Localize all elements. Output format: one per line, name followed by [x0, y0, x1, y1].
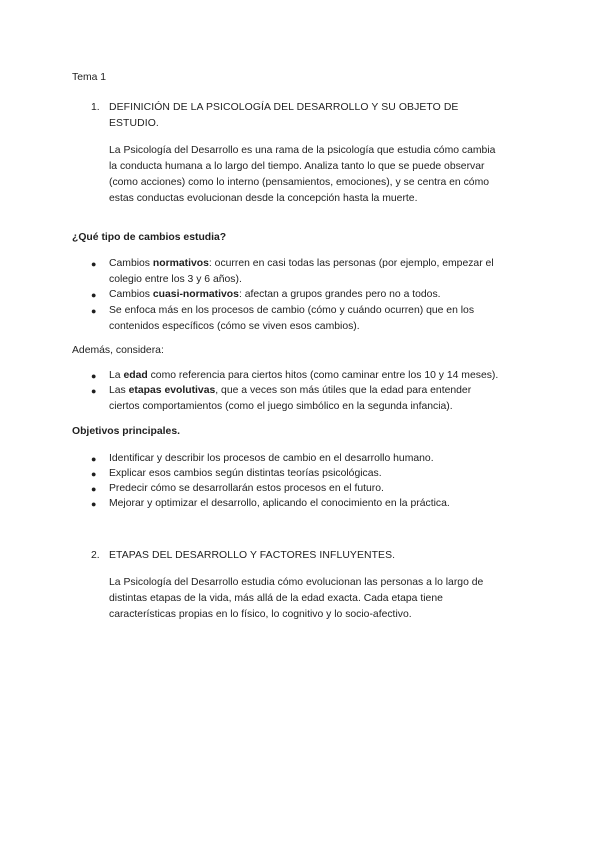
section-1-heading-line: DEFINICIÓN DE LA PSICOLOGÍA DEL DESARROLLO Y SU OBJETO DE: [109, 102, 459, 113]
paragraph-line: (como acciones) como lo interno (pensamientos, emociones), y se centra en cómo: [109, 177, 490, 188]
bullet-icon: ●: [91, 306, 97, 316]
bullet-icon: ●: [91, 484, 97, 494]
objective-item: Identificar y describir los procesos de cambio en el desarrollo humano.: [109, 453, 434, 464]
paragraph-line: La Psicología del Desarrollo es una rama de la psicología que estudia cómo cambia: [109, 145, 496, 156]
list-item-edad: [109, 368, 498, 384]
item-bold: normativos: [152, 258, 209, 269]
changes-title: ¿Qué tipo de cambios estudia?: [72, 232, 227, 243]
objective-item: Predecir cómo se desarrollarán estos procesos en el futuro.: [109, 483, 384, 494]
paragraph-line: la conducta humana a lo largo del tiempo. Analiza tanto lo que se puede observar: [109, 161, 485, 172]
item-text: Cambios: [109, 258, 153, 269]
list-item-cuasi-normativos: [109, 287, 441, 303]
item-text: Las: [109, 385, 129, 396]
document-title: Tema 1: [72, 72, 107, 83]
section-2-heading: ETAPAS DEL DESARROLLO Y FACTORES INFLUYENTES.: [109, 550, 396, 561]
list-item-procesos: [109, 303, 474, 335]
objective-item: Mejorar y optimizar el desarrollo, aplicando el conocimiento en la práctica.: [109, 498, 450, 509]
item-text: Se enfoca más en los procesos de cambio (cómo y cuándo ocurren) que en los: [109, 305, 475, 316]
bullet-icon: ●: [91, 454, 97, 464]
paragraph-line: La Psicología del Desarrollo estudia cómo evolucionan las personas a lo largo de: [109, 577, 484, 588]
item-text: Cambios: [109, 289, 153, 300]
bullet-icon: ●: [91, 499, 97, 509]
item-bold: cuasi-normativos: [152, 289, 239, 300]
item-text: : afectan a grupos grandes pero no a todos.: [238, 289, 441, 300]
section-1-heading: [109, 100, 458, 132]
bullet-icon: ●: [91, 290, 97, 300]
item-text: : ocurren en casi todas las personas (por ejemplo, empezar el: [208, 258, 494, 269]
bullet-icon: ●: [91, 469, 97, 479]
bullet-icon: ●: [91, 371, 97, 381]
item-bold: edad: [123, 370, 148, 381]
paragraph-line: estas conductas evolucionan desde la concepción hasta la muerte.: [109, 193, 418, 204]
section-1-paragraph: [109, 143, 495, 207]
section-1-heading-line: ESTUDIO.: [109, 118, 159, 129]
bullet-icon: ●: [91, 386, 97, 396]
objectives-title: Objetivos principales.: [72, 426, 180, 437]
list-item-etapas: [109, 383, 471, 415]
paragraph-line: distintas etapas de la vida, más allá de la edad exacta. Cada etapa tiene: [109, 593, 443, 604]
item-continuation: ciertos comportamientos (como el juego simbólico en la segunda infancia).: [109, 401, 453, 412]
item-text: La: [109, 370, 124, 381]
bullet-icon: ●: [91, 259, 97, 269]
item-continuation: contenidos específicos (cómo se viven esos cambios).: [109, 321, 360, 332]
item-continuation: colegio entre los 3 y 6 años).: [109, 274, 242, 285]
objective-item: Explicar esos cambios según distintas teorías psicológicas.: [109, 468, 382, 479]
item-text: como referencia para ciertos hitos (como caminar entre los 10 y 14 meses).: [147, 370, 499, 381]
item-text: , que a veces son más útiles que la edad para entender: [215, 385, 472, 396]
consider-title: Además, considera:: [72, 345, 164, 356]
section-2-paragraph: [109, 575, 483, 623]
list-item-normativos: [109, 256, 494, 288]
paragraph-line: características propias en lo físico, lo cognitivo y lo socio-afectivo.: [109, 609, 412, 620]
section-2-number: 2.: [91, 550, 100, 561]
item-bold: etapas evolutivas: [128, 385, 216, 396]
section-1-number: 1.: [91, 102, 100, 113]
